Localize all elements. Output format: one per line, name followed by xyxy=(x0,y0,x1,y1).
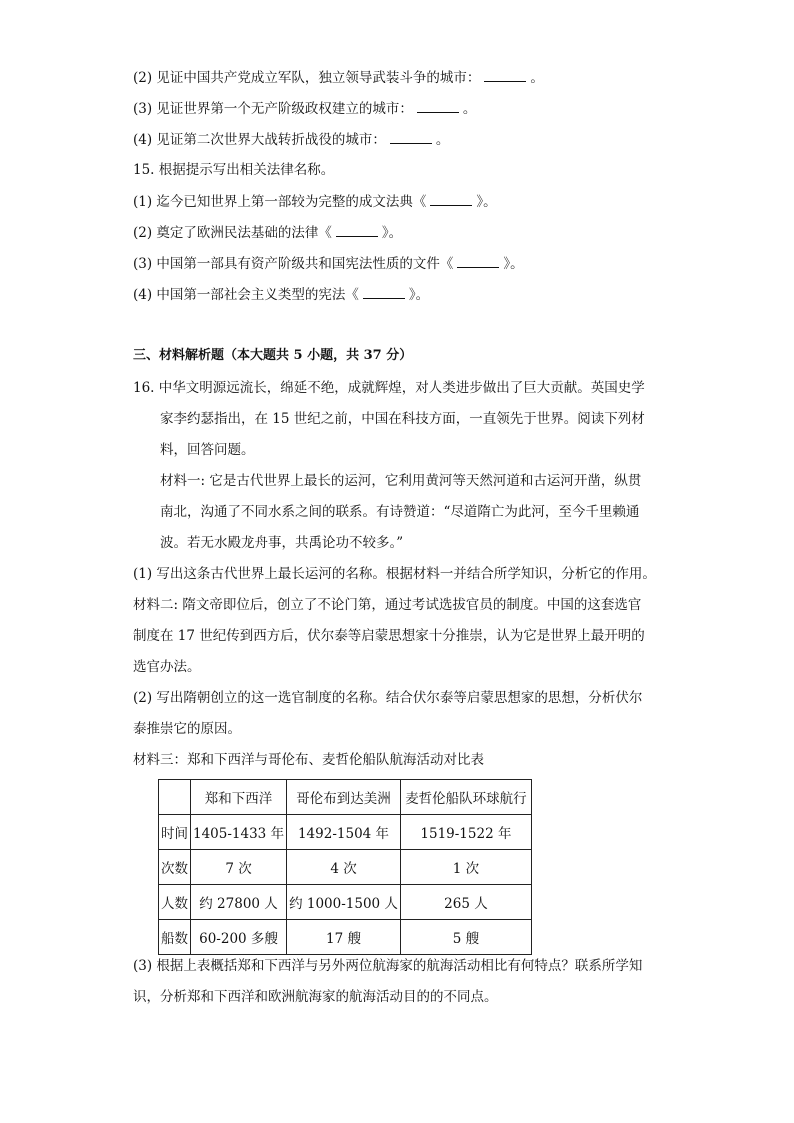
q15-item-3-text: (3) 中国第一部具有资产阶级共和国宪法性质的文件《 xyxy=(133,256,454,272)
q14-item-2-text: (2) 见证中国共产党成立军队，独立领导武装斗争的城市： xyxy=(133,70,481,86)
section-3-heading: 三、材料解析题（本大题共 5 小题，共 37 分） xyxy=(133,348,413,363)
q14-item-2 xyxy=(133,67,544,88)
table-header-cell: 郑和下西洋 xyxy=(191,780,287,815)
material-1-line-1: 材料一: 它是古代世界上最长的运河，它利用黄河等天然河道和古运河开凿，纵贯 xyxy=(160,473,642,489)
table-cell: 5 艘 xyxy=(400,920,531,955)
q16-sub-3-line-2: 识，分析郑和下西洋和欧洲航海家的航海活动目的的不同点。 xyxy=(133,989,498,1005)
close-mark: 》。 xyxy=(503,256,524,272)
table-cell: 4 次 xyxy=(287,850,401,885)
table-row xyxy=(159,850,532,885)
table-cell: 17 艘 xyxy=(287,920,401,955)
period: 。 xyxy=(435,132,450,148)
q15-item-3 xyxy=(133,253,524,274)
table-cell: 7 次 xyxy=(191,850,287,885)
q15-item-2 xyxy=(133,222,402,243)
answer-blank[interactable] xyxy=(430,191,472,206)
answer-blank[interactable] xyxy=(390,129,432,144)
q14-item-3-text: (3) 见证世界第一个无产阶级政权建立的城市： xyxy=(133,101,413,117)
material-3-caption: 材料三：郑和下西洋与哥伦布、麦哲伦船队航海活动对比表 xyxy=(133,752,484,768)
answer-blank[interactable] xyxy=(336,222,378,237)
table-header-cell: 哥伦布到达美洲 xyxy=(287,780,401,815)
q16-stem-line-2: 家李约瑟指出，在 15 世纪之前，中国在科技方面，一直领先于世界。阅读下列材 xyxy=(160,411,645,427)
answer-blank[interactable] xyxy=(484,67,526,82)
material-1-line-3: 波。若无水殿龙舟事，共禹论功不较多。” xyxy=(160,535,404,551)
q15-item-2-text: (2) 奠定了欧洲民法基础的法律《 xyxy=(133,225,332,241)
table-cell: 船数 xyxy=(159,920,191,955)
close-mark: 》。 xyxy=(408,287,430,303)
q15-item-1-text: (1) 迄今已知世界上第一部较为完整的成文法典《 xyxy=(133,194,427,210)
q16-sub-1: (1) 写出这条古代世界上最长运河的名称。根据材料一并结合所学知识，分析它的作用。 xyxy=(133,566,656,582)
table-cell: 1492-1504 年 xyxy=(287,815,401,850)
table-cell: 1 次 xyxy=(400,850,531,885)
table-cell: 265 人 xyxy=(400,885,531,920)
table-row xyxy=(159,885,532,920)
close-mark: 》。 xyxy=(476,194,497,210)
voyage-comparison-table xyxy=(158,779,532,955)
q16-sub-3-line-1: (3) 根据上表概括郑和下西洋与另外两位航海家的航海活动相比有何特点？联系所学知 xyxy=(133,958,643,974)
q14-item-4-text: (4) 见证第二次世界大战转折战役的城市： xyxy=(133,132,386,148)
table-header-cell xyxy=(159,780,191,815)
table-cell: 1519-1522 年 xyxy=(400,815,531,850)
table-cell: 1405-1433 年 xyxy=(191,815,287,850)
answer-blank[interactable] xyxy=(363,284,405,299)
table-cell: 约 27800 人 xyxy=(191,885,287,920)
close-mark: 》。 xyxy=(381,225,403,241)
q14-item-4 xyxy=(133,129,449,150)
q15-stem: 15. 根据提示写出相关法律名称。 xyxy=(133,162,335,178)
q15-item-4-text: (4) 中国第一部社会主义类型的宪法《 xyxy=(133,287,359,303)
material-2-line-3: 选官办法。 xyxy=(133,659,201,675)
table-row xyxy=(159,920,532,955)
q14-item-3 xyxy=(133,98,476,119)
q15-item-4 xyxy=(133,284,429,305)
answer-blank[interactable] xyxy=(457,253,499,268)
answer-blank[interactable] xyxy=(417,98,459,113)
table-cell: 约 1000-1500 人 xyxy=(287,885,401,920)
table-cell: 人数 xyxy=(159,885,191,920)
table-cell: 次数 xyxy=(159,850,191,885)
table-cell: 60-200 多艘 xyxy=(191,920,287,955)
table-cell: 时间 xyxy=(159,815,191,850)
period: 。 xyxy=(530,70,544,86)
q16-stem-line-1: 16. 中华文明源远流长，绵延不绝，成就辉煌，对人类进步做出了巨大贡献。英国史学 xyxy=(133,380,645,396)
q16-sub-2-line-2: 泰推崇它的原因。 xyxy=(133,721,241,737)
table-header-cell: 麦哲伦船队环球航行 xyxy=(400,780,531,815)
material-2-line-2: 制度在 17 世纪传到西方后，伏尔泰等启蒙思想家十分推崇，认为它是世界上最开明的 xyxy=(133,628,645,644)
q15-item-1 xyxy=(133,191,497,212)
q16-sub-2-line-1: (2) 写出隋朝创立的这一选官制度的名称。结合伏尔泰等启蒙思想家的思想，分析伏尔 xyxy=(133,690,643,706)
table-header-row xyxy=(159,780,532,815)
period: 。 xyxy=(462,101,477,117)
material-2-line-1: 材料二: 隋文帝即位后，创立了不论门第，通过考试选拔官员的制度。中国的这套选官 xyxy=(133,597,642,613)
table-row xyxy=(159,815,532,850)
q16-stem-line-3: 料，回答问题。 xyxy=(160,442,255,458)
material-1-line-2: 南北，沟通了不同水系之间的联系。有诗赞道：“尽道隋亡为此河，至今千里赖通 xyxy=(160,504,640,520)
